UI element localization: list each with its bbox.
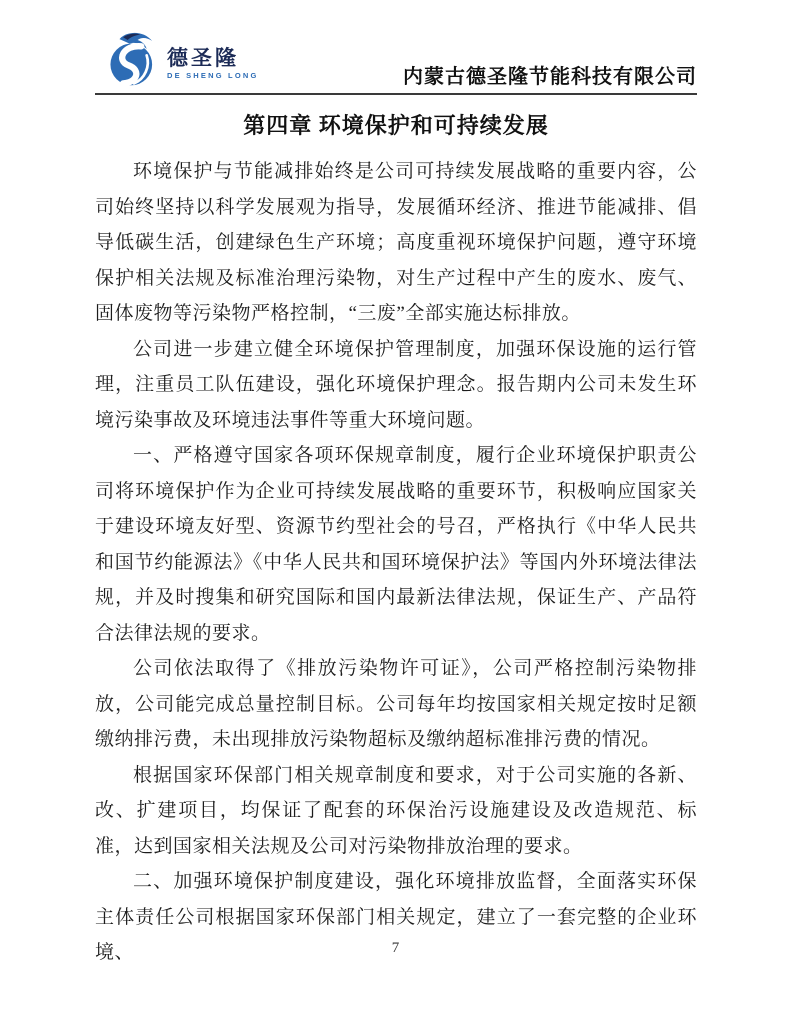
body-paragraph: 一、严格遵守国家各项环保规章制度，履行企业环境保护职责公司将环境保护作为企业可持续发展战略的重要环节，积极响应国家关于建设环境友好型、资源节约型社会的号召，严格执行《中华人民共和国节约能源法》《中华人民共和国环境保护法》等国内外环境法律法规，并及时搜集和研究国际和国内最新法律法规，保证生产、产品符合法律法规的要求。 bbox=[95, 445, 697, 644]
company-logo bbox=[105, 30, 259, 88]
logo-name-en: DE SHENG LONG bbox=[167, 71, 259, 80]
body-paragraph: 环境保护与节能减排始终是公司可持续发展战略的重要内容，公司始终坚持以科学发展观为指导，发展循环经济、推进节能减排、倡导低碳生活，创建绿色生产环境；高度重视环境保护问题，遵守环境保护相关法规及标准治理污染物，对生产过程中产生的废水、废气、固体废物等污染物严格控制，“三废”全部实施达标排放。 bbox=[95, 161, 697, 324]
page-header bbox=[95, 0, 697, 95]
company-name: 内蒙古德圣隆节能科技有限公司 bbox=[403, 66, 697, 88]
chapter-title: 第四章 环境保护和可持续发展 bbox=[243, 113, 549, 138]
body-paragraph: 公司依法取得了《排放污染物许可证》，公司严格控制污染物排放，公司能完成总量控制目标。公司每年均按国家相关规定按时足额缴纳排污费，未出现排放污染物超标及缴纳超标准排污费的情况。 bbox=[95, 658, 697, 750]
page-number: 7 bbox=[391, 940, 400, 956]
body-paragraph: 根据国家环保部门相关规章制度和要求，对于公司实施的各新、改、扩建项目，均保证了配套的环保治污设施建设及改造规范、标准，达到国家相关法规及公司对污染物排放治理的要求。 bbox=[95, 764, 697, 857]
logo-name-cn: 德圣隆 bbox=[167, 47, 239, 70]
logo-text-block bbox=[167, 48, 259, 80]
body-paragraph: 二、加强环境保护制度建设，强化环境排放监督，全面落实环保主体责任公司根据国家环保部门相关规定，建立了一套完整的企业环境、 bbox=[95, 871, 697, 963]
dragon-swirl-logo-icon bbox=[105, 30, 163, 88]
body-text bbox=[95, 154, 697, 971]
page-content bbox=[95, 0, 697, 971]
body-paragraph: 公司进一步建立健全环境保护管理制度，加强环保设施的运行管理，注重员工队伍建设，强化环境保护理念。报告期内公司未发生环境污染事故及环境违法事件等重大环境问题。 bbox=[95, 338, 697, 431]
